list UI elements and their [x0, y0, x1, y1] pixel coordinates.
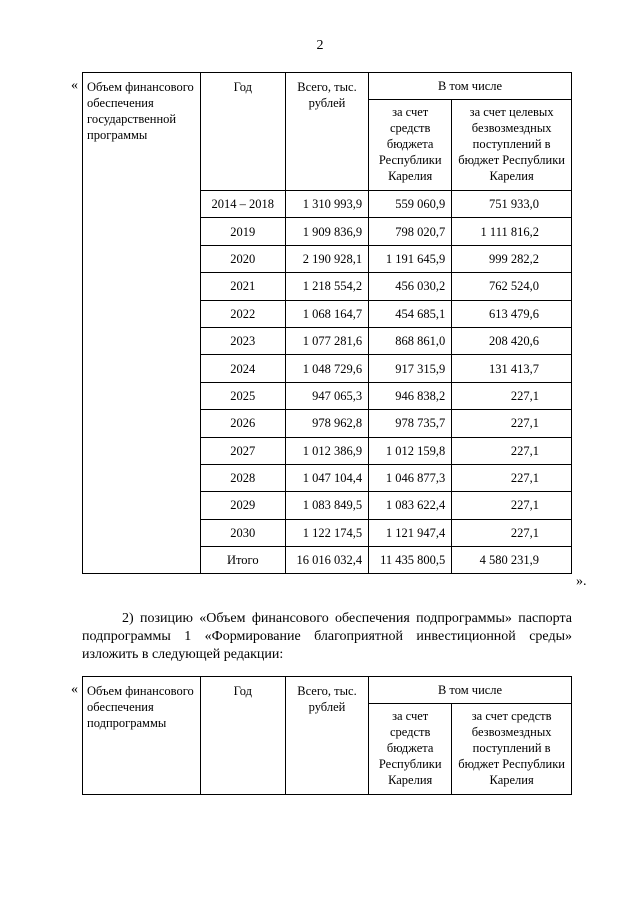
cell-year: 2019: [200, 218, 285, 245]
cell-budget: 1 012 159,8: [369, 437, 452, 464]
cell-targeted: 1 111 816,2: [452, 218, 572, 245]
cell-budget: 559 060,9: [369, 191, 452, 218]
cell-year: 2026: [200, 410, 285, 437]
cell-targeted: 227,1: [452, 410, 572, 437]
cell-targeted: 999 282,2: [452, 245, 572, 272]
cell-targeted: 208 420,6: [452, 327, 572, 354]
cell-total: 1 068 164,7: [285, 300, 368, 327]
header-total-2: Всего, тыс. рублей: [285, 677, 368, 795]
cell-year: 2021: [200, 273, 285, 300]
header-year: Год: [200, 73, 285, 191]
row-label-subprogram: Объем финансового обеспечения подпрограммы: [83, 677, 201, 795]
cell-targeted: 4 580 231,9: [452, 547, 572, 574]
cell-total: 16 016 032,4: [285, 547, 368, 574]
cell-targeted: 227,1: [452, 492, 572, 519]
cell-targeted: 751 933,0: [452, 191, 572, 218]
cell-year: 2023: [200, 327, 285, 354]
cell-total: 1 218 554,2: [285, 273, 368, 300]
cell-budget: 946 838,2: [369, 382, 452, 409]
cell-targeted: 131 413,7: [452, 355, 572, 382]
cell-total: 1 077 281,6: [285, 327, 368, 354]
cell-year: 2014 – 2018: [200, 191, 285, 218]
cell-year: 2020: [200, 245, 285, 272]
cell-total: 978 962,8: [285, 410, 368, 437]
cell-budget: 978 735,7: [369, 410, 452, 437]
cell-budget: 1 083 622,4: [369, 492, 452, 519]
cell-budget: 1 191 645,9: [369, 245, 452, 272]
header-gratuitous-funds-2: за счет средств безвозмездных поступлений в бюджет Республики Карелия: [452, 704, 572, 795]
cell-year: 2025: [200, 382, 285, 409]
cell-year: 2030: [200, 519, 285, 546]
cell-total: 1 122 174,5: [285, 519, 368, 546]
cell-budget: 456 030,2: [369, 273, 452, 300]
cell-total: 1 909 836,9: [285, 218, 368, 245]
open-quote: «: [71, 78, 78, 93]
header-including: В том числе: [369, 73, 572, 100]
header-total: Всего, тыс. рублей: [285, 73, 368, 191]
close-quote: ».: [576, 574, 587, 589]
cell-year: 2024: [200, 355, 285, 382]
cell-budget: 798 020,7: [369, 218, 452, 245]
header-budget-funds: за счет средств бюджета Республики Карелия: [369, 100, 452, 191]
financing-table-program: [82, 72, 572, 574]
financing-table-subprogram: [82, 676, 572, 795]
cell-targeted: 762 524,0: [452, 273, 572, 300]
header-including-2: В том числе: [369, 677, 572, 704]
header-year-2: Год: [200, 677, 285, 795]
cell-year: 2027: [200, 437, 285, 464]
cell-targeted: 227,1: [452, 382, 572, 409]
cell-budget: 868 861,0: [369, 327, 452, 354]
cell-targeted: 227,1: [452, 437, 572, 464]
cell-total: 1 083 849,5: [285, 492, 368, 519]
cell-targeted: 613 479,6: [452, 300, 572, 327]
open-quote-2: «: [71, 682, 78, 697]
page-number: 2: [316, 38, 324, 53]
cell-budget: 1 121 947,4: [369, 519, 452, 546]
cell-budget: 454 685,1: [369, 300, 452, 327]
cell-total: 1 310 993,9: [285, 191, 368, 218]
header-targeted-funds: за счет целевых безвозмездных поступлений в бюджет Республики Карелия: [452, 100, 572, 191]
cell-year: Итого: [200, 547, 285, 574]
cell-total: 1 047 104,4: [285, 464, 368, 491]
cell-total: 2 190 928,1: [285, 245, 368, 272]
cell-budget: 917 315,9: [369, 355, 452, 382]
cell-budget: 11 435 800,5: [369, 547, 452, 574]
cell-budget: 1 046 877,3: [369, 464, 452, 491]
cell-year: 2029: [200, 492, 285, 519]
cell-total: 1 048 729,6: [285, 355, 368, 382]
cell-year: 2022: [200, 300, 285, 327]
instruction-paragraph: 2) позицию «Объем финансового обеспечения подпрограммы» паспорта подпрограммы 1 «Формирование благоприятной инвестиционной среды» изложить в следующей редакции:: [82, 611, 572, 662]
cell-total: 947 065,3: [285, 382, 368, 409]
cell-year: 2028: [200, 464, 285, 491]
row-label-program: Объем финансового обеспечения государственной программы: [83, 73, 201, 574]
cell-targeted: 227,1: [452, 519, 572, 546]
cell-targeted: 227,1: [452, 464, 572, 491]
header-budget-funds-2: за счет средств бюджета Республики Карелия: [369, 704, 452, 795]
cell-total: 1 012 386,9: [285, 437, 368, 464]
